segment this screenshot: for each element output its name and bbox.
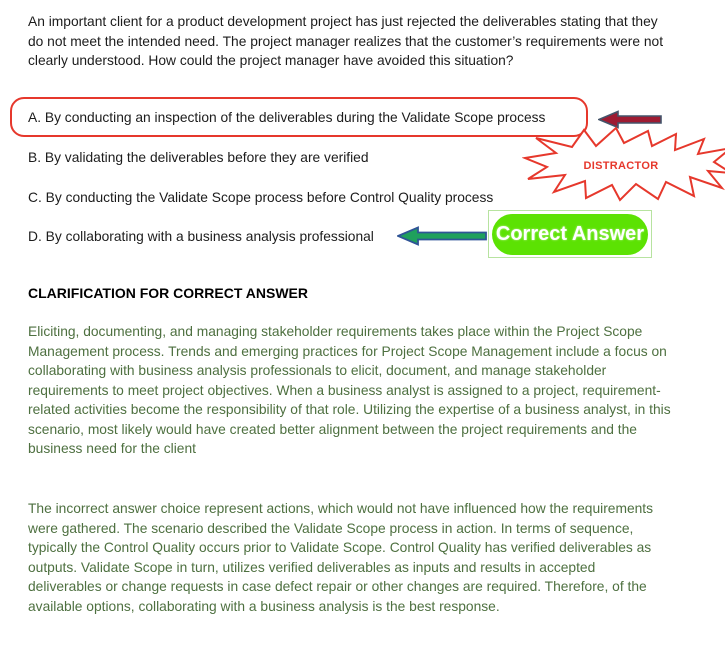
- green-arrow-left-icon: [397, 226, 487, 246]
- question-text: An important client for a product development project has just rejected the deliverables stating that they do not meet the intended need. The project manager realizes that the customer’s requirements were not clearly understood. How could the project manager have avoided this situation?: [28, 14, 664, 68]
- answer-option-c: C. By conducting the Validate Scope process before Control Quality process: [28, 190, 494, 205]
- clarification-paragraph-1: Eliciting, documenting, and managing stakeholder requirements takes place within the Project Scope Management process. Trends and emerging practices for Project Scope Management include a focus on collaborating with business analysis professionals to elicit, document, and manage stakeholder requirements to meet project objectives. When a business analyst is assigned to a project, requirement-related activities become the responsibility of that role. Utilizing the expertise of a business analyst, in this scenario, most likely would have created better alignment between the project requirements and the business need for the client: [28, 324, 671, 456]
- answer-a-highlight-box: [10, 97, 588, 137]
- clarification-heading: CLARIFICATION FOR CORRECT ANSWER: [28, 285, 308, 301]
- correct-answer-badge: Correct Answer: [492, 214, 648, 255]
- answer-option-b: B. By validating the deliverables before they are verified: [28, 150, 369, 165]
- distractor-label: DISTRACTOR: [583, 160, 659, 172]
- correct-answer-frame: [488, 210, 652, 258]
- answer-option-a: A. By conducting an inspection of the deliverables during the Validate Scope process: [28, 109, 546, 125]
- answer-option-d: D. By collaborating with a business analysis professional: [28, 229, 374, 244]
- clarification-paragraph-2: The incorrect answer choice represent actions, which would not have influenced how the requirements were gathered. The scenario described the Validate Scope process in action. In terms of sequence, typically the Control Quality occurs prior to Validate Scope. Control Quality has verified deliverables as outputs. Validate Scope in turn, utilizes verified deliverables as inputs and results in accepted deliverables or change requests in case defect repair or other changes are required. Therefore, of the available options, collaborating with a business analysis is the best response.: [28, 501, 654, 614]
